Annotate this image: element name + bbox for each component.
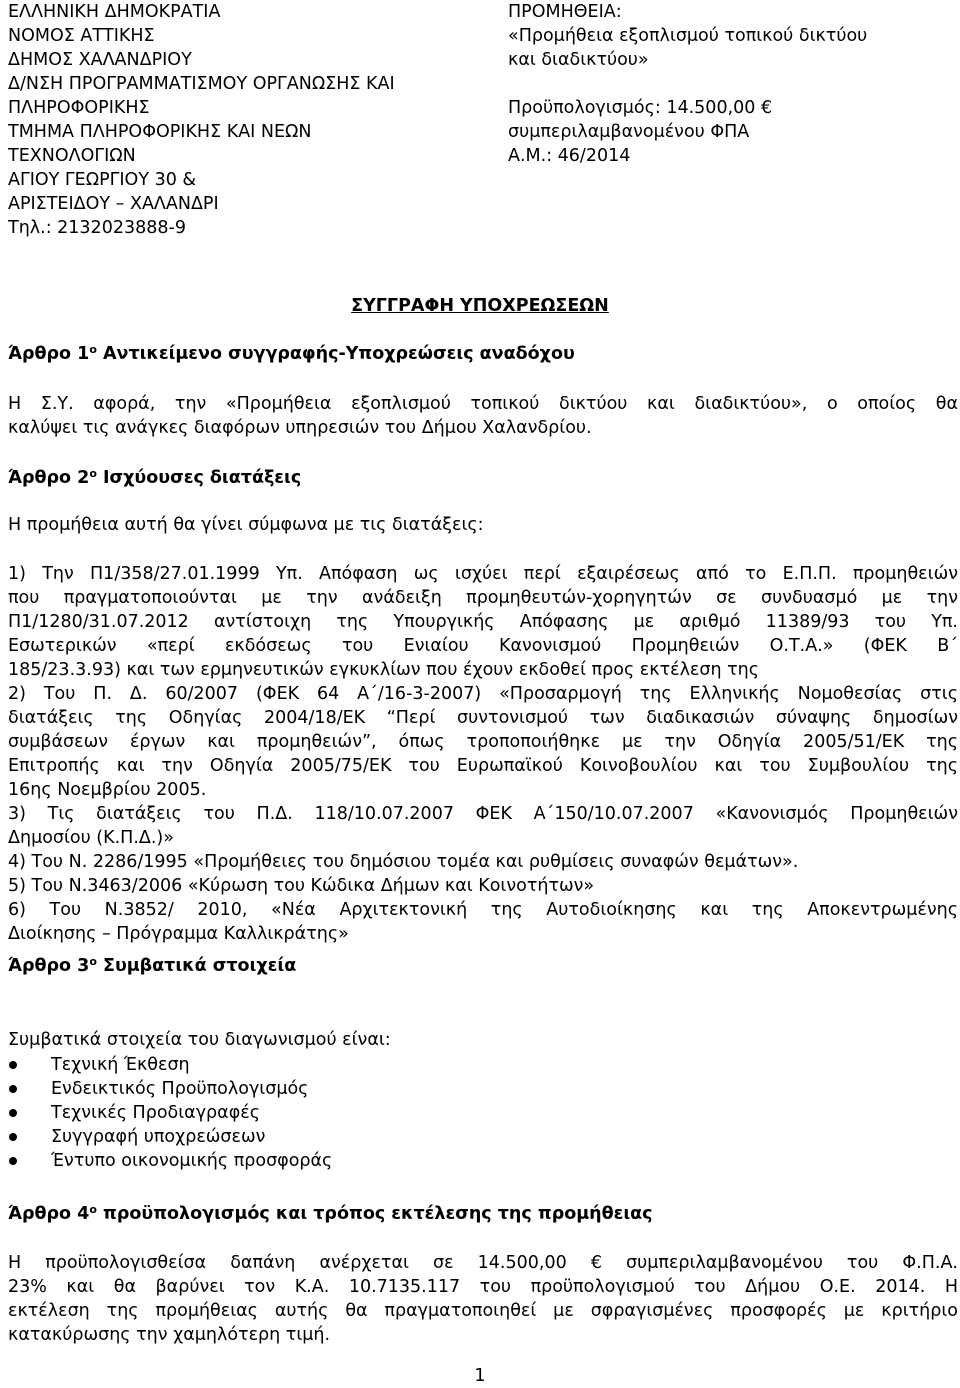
list-item: Συγγραφή υποχρεώσεων	[8, 1125, 908, 1149]
issuer-line: ΝΟΜΟΣ ΑΤΤΙΚΗΣ	[8, 26, 155, 46]
paragraph-line: Επιτροπής και την Οδηγία 2005/75/ΕΚ του Ευρωπαϊκού Κοινοβουλίου και του Συμβουλίου της	[8, 756, 958, 776]
paragraph-line: 4) Του Ν. 2286/1995 «Προμήθειες του δημόσιου τομέα και ρυθμίσεις συναφών θεμάτων».	[8, 852, 799, 872]
paragraph-line: Η προϋπολογισθείσα δαπάνη ανέρχεται σε 14.500,00 € συμπεριλαμβανομένου του Φ.Π.Α.	[8, 1253, 958, 1273]
paragraph-line: 185/23.3.93) και των ερμηνευτικών εγκυκλίων που έχουν εκδοθεί προς εκτέλεση της	[8, 660, 760, 680]
paragraph-line: Π1/1280/31.07.2012 αντίστοιχη της Υπουργικής Απόφασης με αριθμό 11389/93 του Υπ.	[8, 612, 958, 632]
issuer-line: ΤΜΗΜΑ ΠΛΗΡΟΦΟΡΙΚΗΣ ΚΑΙ ΝΕΩΝ	[8, 122, 312, 142]
article-3-heading: Άρθρο $3^o$ Συμβατικά στοιχεία	[8, 955, 297, 976]
page-number: 1	[474, 1366, 486, 1386]
issuer-line: ΕΛΛΗΝΙΚΗ ΔΗΜΟΚΡΑΤΙΑ	[8, 2, 221, 22]
procurement-line: «Προμήθεια εξοπλισμού τοπικού δικτύου	[508, 26, 868, 46]
paragraph-line: καλύψει τις ανάγκες διαφόρων υπηρεσιών του Δήμου Χαλανδρίου.	[8, 418, 592, 438]
paragraph-line: Δημοσίου (Κ.Π.Δ.)»	[8, 828, 174, 848]
paragraph-line: συμβάσεων έργων και προμηθειών”, όπως τροποποιήθηκε με την Οδηγία 2005/51/ΕΚ της	[8, 732, 958, 752]
paragraph-line: διατάξεις της Οδηγίας 2004/18/ΕΚ “Περί συντονισμού των διαδικασιών σύναψης δημοσίων	[8, 708, 958, 728]
article-4-body	[8, 1251, 958, 1347]
vat-line: συμπεριλαμβανομένου ΦΠΑ	[508, 122, 750, 142]
article-2-body	[8, 562, 958, 946]
issuer-block	[8, 0, 498, 240]
paragraph-line: Εσωτερικών «περί εκδόσεως του Ενιαίου Κανονισμού Προμηθειών Ο.Τ.Α.» (ΦΕΚ Β΄	[8, 636, 958, 656]
paragraph-line: 23% και θα βαρύνει τον Κ.Α. 10.7135.117 του προϋπολογισμού του Δήμου Ο.Ε. 2014. Η	[8, 1277, 958, 1297]
article-2-intro: Η προμήθεια αυτή θα γίνει σύμφωνα με τις διατάξεις:	[8, 515, 484, 535]
list-item: Έντυπο οικονομικής προσφοράς	[8, 1149, 908, 1173]
paragraph-line: 16ης Νοεμβρίου 2005.	[8, 780, 207, 800]
document-title: ΣΥΓΓΡΑΦΗ ΥΠΟΧΡΕΩΣΕΩΝ	[351, 296, 609, 316]
paragraph-line: Διοίκησης – Πρόγραμμα Καλλικράτης»	[8, 924, 349, 944]
issuer-line: ΔΗΜΟΣ ΧΑΛΑΝΔΡΙΟΥ	[8, 50, 192, 70]
paragraph-line: που πραγματοποιούνται με την ανάδειξη προμηθευτών-χορηγητών σε συνδυασμό με την	[8, 588, 958, 608]
paragraph-line: εκτέλεση της προμήθειας αυτής θα πραγματοποιηθεί με σφραγισμένες προσφορές με κριτήριο	[8, 1301, 958, 1321]
article-4-heading: Άρθρο $4^o$ προϋπολογισμός και τρόπος εκτέλεσης της προμήθειας	[8, 1203, 653, 1224]
article-1-heading: Άρθρο $1^o$ Αντικείμενο συγγραφής-Υποχρεώσεις αναδόχου	[8, 343, 575, 364]
paragraph-line: κατακύρωσης την χαμηλότερη τιμή.	[8, 1325, 331, 1345]
article-1-body	[8, 392, 958, 440]
paragraph-line: 6) Του Ν.3852/ 2010, «Νέα Αρχιτεκτονική της Αυτοδιοίκησης και της Αποκεντρωμένης	[8, 900, 958, 920]
budget-line: Προϋπολογισμός: 14.500,00 €	[508, 98, 773, 118]
paragraph-line: 1) Την Π1/358/27.01.1999 Υπ. Απόφαση ως ισχύει περί εξαιρέσεως από το Ε.Π.Π. προμηθειών	[8, 564, 958, 584]
issuer-line: ΑΓΙΟΥ ΓΕΩΡΓΙΟΥ 30 &	[8, 170, 197, 190]
paragraph-line: 5) Του Ν.3463/2006 «Κύρωση του Κώδικα Δήμων και Κοινοτήτων»	[8, 876, 595, 896]
procurement-info-block	[508, 0, 948, 168]
issuer-line: ΠΛΗΡΟΦΟΡΙΚΗΣ	[8, 98, 150, 118]
reference-number: Α.Μ.: 46/2014	[508, 146, 631, 166]
article-2-heading: Άρθρο $2^o$ Ισχύουσες διατάξεις	[8, 467, 302, 488]
contract-documents-list	[8, 1053, 908, 1173]
issuer-line: Δ/ΝΣΗ ΠΡΟΓΡΑΜΜΑΤΙΣΜΟΥ ΟΡΓΑΝΩΣΗΣ ΚΑΙ	[8, 74, 395, 94]
issuer-line: Τηλ.: 2132023888-9	[8, 218, 186, 238]
procurement-line: ΠΡΟΜΗΘΕΙΑ:	[508, 2, 622, 22]
list-item: Ενδεικτικός Προϋπολογισμός	[8, 1077, 908, 1101]
paragraph-line: 3) Τις διατάξεις του Π.Δ. 118/10.07.2007 ΦΕΚ Α΄150/10.07.2007 «Κανονισμός Προμηθειών	[8, 804, 958, 824]
paragraph-line: Η Σ.Υ. αφορά, την «Προμήθεια εξοπλισμού τοπικού δικτύου και διαδικτύου», ο οποίος θα	[8, 394, 958, 414]
procurement-line: και διαδικτύου»	[508, 50, 649, 70]
issuer-line: ΑΡΙΣΤΕΙΔΟΥ – ΧΑΛΑΝΔΡΙ	[8, 194, 219, 214]
issuer-line: ΤΕΧΝΟΛΟΓΙΩΝ	[8, 146, 136, 166]
list-item: Τεχνική Έκθεση	[8, 1053, 908, 1077]
paragraph-line: 2) Του Π. Δ. 60/2007 (ΦΕΚ 64 Α΄/16-3-2007) «Προσαρμογή της Ελληνικής Νομοθεσίας στις	[8, 684, 958, 704]
list-item: Τεχνικές Προδιαγραφές	[8, 1101, 908, 1125]
spacer-line	[508, 72, 948, 96]
article-3-intro: Συμβατικά στοιχεία του διαγωνισμού είναι:	[8, 1030, 391, 1050]
